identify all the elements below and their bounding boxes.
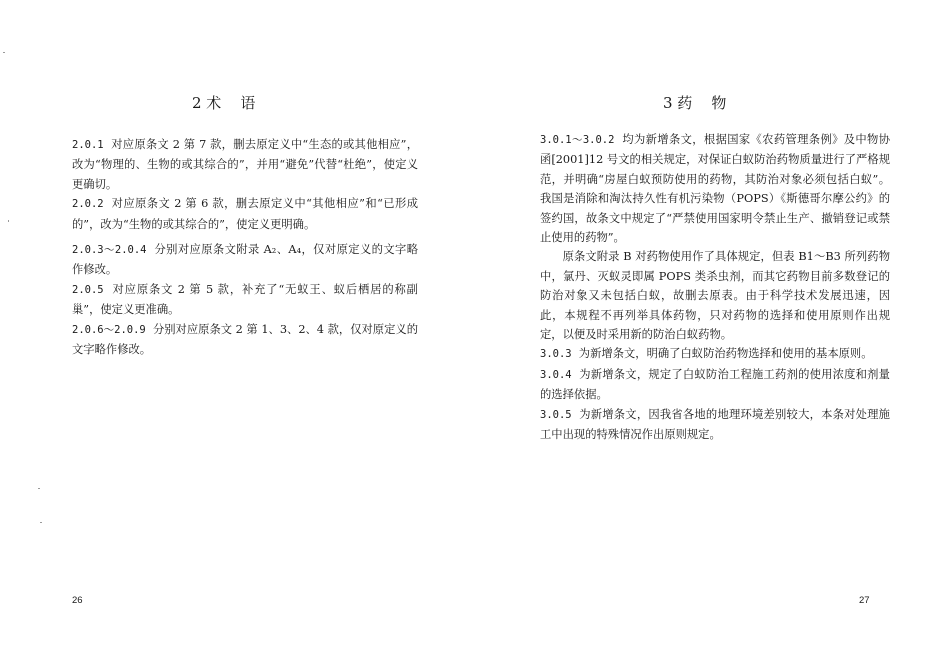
clause-number: 3.0.4 bbox=[540, 368, 572, 381]
page-number: 27 bbox=[859, 595, 870, 606]
clause-text: 对应原条文 2 第 7 款，删去原定义中“生态的或其他相应”，改为“物理的、生物的或其综合的”，并用“避免”代替“杜绝”，使定义更确切。 bbox=[72, 138, 418, 191]
clause-2-0-2 bbox=[72, 194, 418, 234]
clause-2-0-1 bbox=[72, 135, 418, 194]
clause-text: 为新增条文，因我省各地的地理环境差别较大，本条对处理施工中出现的特殊情况作出原则规定。 bbox=[540, 407, 890, 442]
scan-speck bbox=[8, 220, 9, 222]
clause-text: 分别对应原条文附录 A₂、A₄，仅对原定义的文字略作修改。 bbox=[72, 243, 418, 277]
clause-number: 2.0.3～2.0.4 bbox=[72, 244, 147, 257]
clause-text: 对应原条文 2 第 6 款，删去原定义中“其他相应”和“已形成的”，改为“生物的或其综合的”，使定义更明确。 bbox=[72, 197, 418, 231]
clause-3-0-1-to-3-0-2 bbox=[540, 130, 890, 247]
explanatory-paragraph bbox=[540, 247, 890, 344]
clause-number: 2.0.5 bbox=[72, 283, 104, 296]
right-page-body bbox=[540, 130, 890, 445]
clause-text: 均为新增条文，根据国家《农药管理条例》及中物协函[2001]12 号文的相关规定，对保证白蚁防治药物质量进行了严格规范，并明确“房屋白蚁预防使用的药物，其防治对象必须包括白蚁”。我国是消除和淘汰持久性有机污染物（POPS）《斯德哥尔摩公约》的签约国，故条文中规定了“严禁使用国家明令禁止生产、撤销登记或禁止使用的药物”。 bbox=[540, 133, 891, 245]
clause-number: 2.0.2 bbox=[72, 198, 104, 211]
left-page-body bbox=[72, 135, 418, 359]
right-page-heading: 3 药 物 bbox=[663, 94, 727, 112]
scan-speck bbox=[3, 52, 5, 53]
clause-3-0-4 bbox=[540, 365, 890, 405]
clause-2-0-5 bbox=[72, 280, 418, 320]
clause-number: 3.0.5 bbox=[540, 408, 572, 421]
clause-number: 3.0.1～3.0.2 bbox=[540, 134, 615, 146]
clause-text: 分别对应原条文 2 第 1、3、2、4 款，仅对原定义的文字略作修改。 bbox=[72, 322, 419, 357]
scan-speck bbox=[40, 522, 42, 523]
scan-speck bbox=[38, 488, 40, 489]
clause-number: 3.0.3 bbox=[540, 348, 572, 361]
clause-number: 2.0.1 bbox=[72, 139, 104, 151]
clause-2-0-3-to-2-0-4 bbox=[72, 240, 418, 280]
page-number: 26 bbox=[72, 595, 83, 606]
clause-text: 对应原条文 2 第 5 款，补充了“无蚁王、蚁后栖居的称副巢”，使定义更准确。 bbox=[72, 282, 418, 317]
clause-number: 2.0.6～2.0.9 bbox=[72, 323, 146, 336]
clause-2-0-6-to-2-0-9 bbox=[72, 320, 418, 360]
right-page bbox=[468, 0, 936, 662]
clause-text: 为新增条文，规定了白蚁防治工程施工药剂的使用浓度和剂量的选择依据。 bbox=[540, 367, 890, 402]
clause-3-0-3 bbox=[540, 344, 890, 364]
clause-text: 原条文附录 B 对药物使用作了具体规定，但表 B1～B3 所列药物中，氯丹、灭蚁灵即属 POPS 类杀虫剂，而其它药物目前多数登记的防治对象又未包括白蚁，故删去原表。由于科学技术发展迅速，因此，本规程不再列举具体药物，只对药物的选择和使用原则作出规定，以便及时采用新的防治白蚁药物。 bbox=[540, 250, 890, 342]
clause-3-0-5 bbox=[540, 405, 890, 445]
clause-text: 为新增条文，明确了白蚁防治药物选择和使用的基本原则。 bbox=[578, 347, 873, 361]
left-page-heading: 2 术 语 bbox=[192, 94, 256, 112]
